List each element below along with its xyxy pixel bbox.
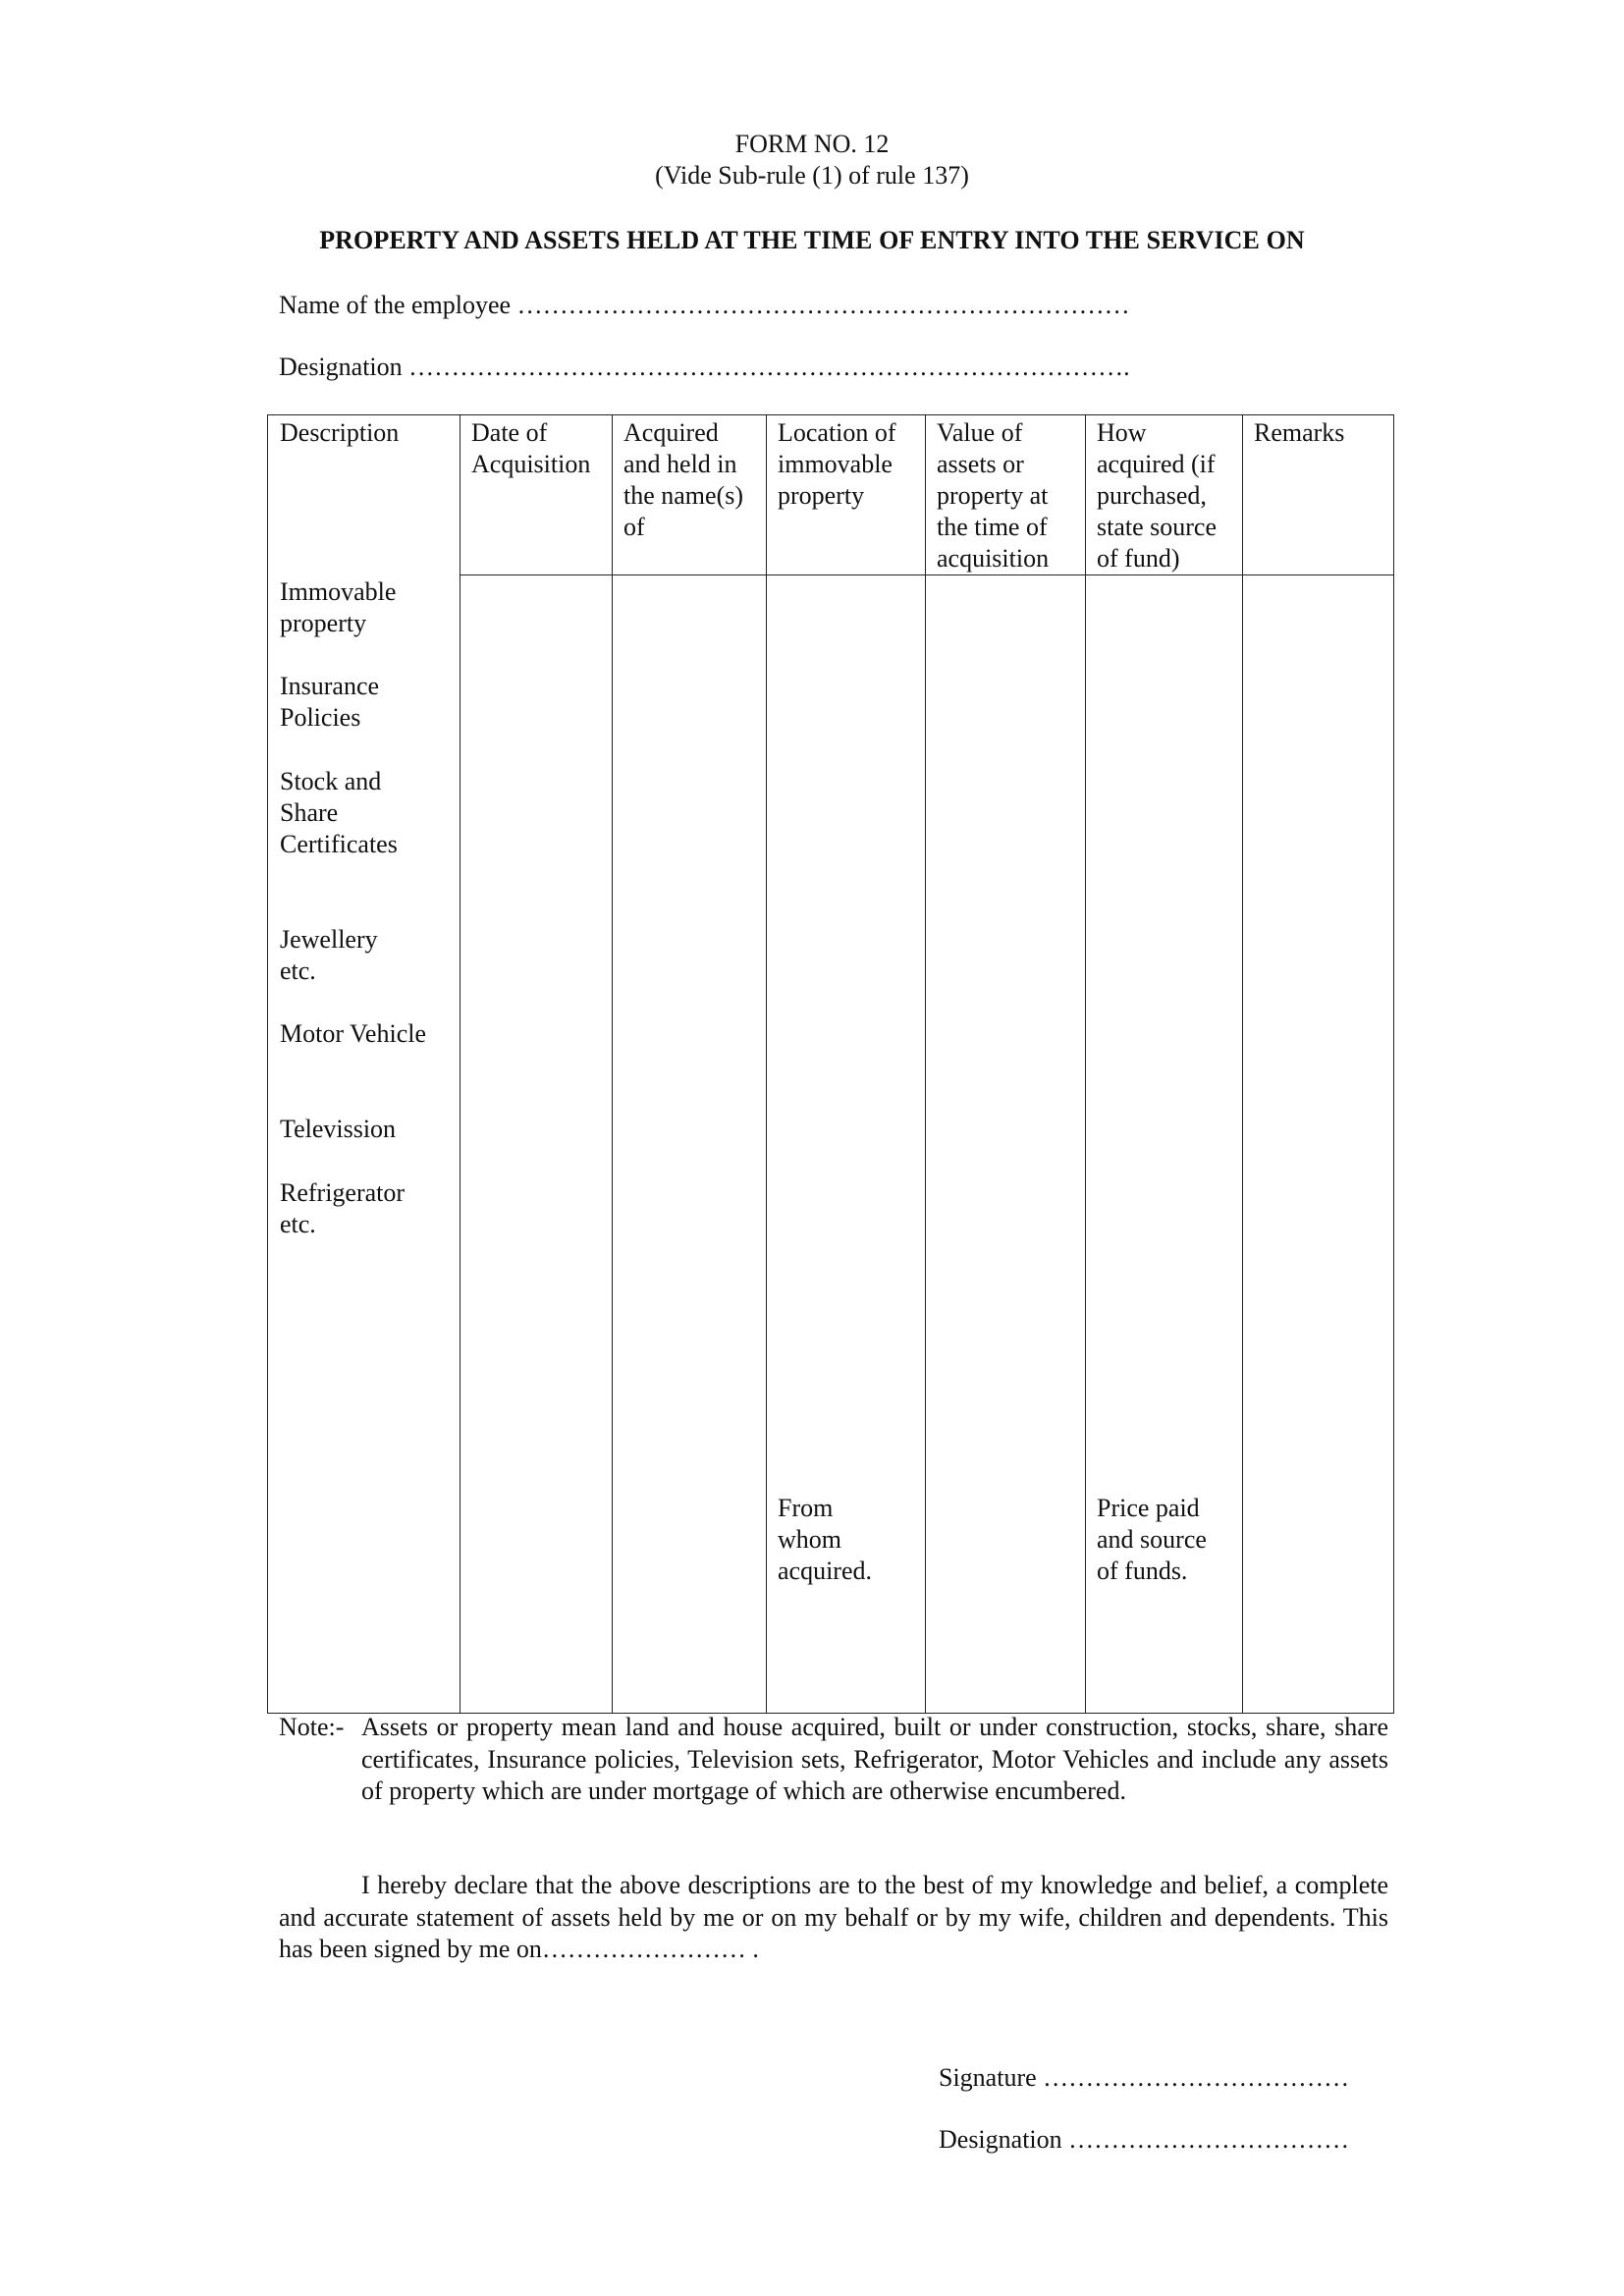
column-header-value: Value of assets or property at the time of acquisition bbox=[937, 418, 1050, 573]
rule-reference: (Vide Sub-rule (1) of rule 137) bbox=[655, 161, 969, 190]
column-header-remarks: Remarks bbox=[1254, 418, 1345, 447]
column-header-how-acquired: How acquired (if purchased, state source of fund) bbox=[1097, 418, 1218, 573]
employee-name-field: Name of the employee ……………………………………………………………… bbox=[279, 291, 1130, 319]
assets-table bbox=[267, 414, 1394, 1714]
column-divider bbox=[925, 415, 926, 1713]
form-title: PROPERTY AND ASSETS HELD AT THE TIME OF ENTRY INTO THE SERVICE ON bbox=[319, 226, 1305, 254]
row-label-refrigerator: Refrigerator etc. bbox=[280, 1178, 406, 1238]
column-header-date: Date of Acquisition bbox=[471, 418, 591, 478]
header-divider bbox=[460, 574, 1393, 575]
column-header-description: Description bbox=[280, 418, 400, 447]
signature-field: Signature ……………………………… bbox=[939, 2063, 1350, 2092]
note-text: Assets or property mean land and house acquired, built or under construction, stocks, share, share certificates, Insurance policies, Television sets, Refrigerator, Motor Vehicles and include any assets of property which are under mortgage of which are otherwise encumbered. bbox=[361, 1713, 1388, 1805]
designation-field: Designation …………………………………………………………………………. bbox=[279, 353, 1130, 381]
note-label: Note:- bbox=[279, 1713, 345, 1741]
row-label-jewellery: Jewellery etc. bbox=[280, 925, 378, 985]
column-header-location: Location of immovable property bbox=[778, 418, 896, 510]
row-label-motor-vehicle: Motor Vehicle bbox=[280, 1019, 426, 1048]
location-sub-note: From whom acquired. bbox=[778, 1494, 873, 1585]
column-divider bbox=[1242, 415, 1243, 1713]
column-divider bbox=[1085, 415, 1086, 1713]
row-label-insurance-policies: Insurance Policies bbox=[280, 672, 380, 732]
column-divider bbox=[766, 415, 767, 1713]
row-label-stock-share: Stock and Share Certificates bbox=[280, 767, 398, 858]
row-label-immovable-property: Immovable property bbox=[280, 577, 397, 637]
column-divider bbox=[612, 415, 613, 1713]
form-number: FORM NO. 12 bbox=[734, 130, 890, 158]
row-label-television: Televission bbox=[280, 1115, 397, 1143]
column-header-acquired-name: Acquired and held in the name(s) of bbox=[623, 418, 744, 541]
declaration-paragraph: I hereby declare that the above descriptions are to the best of my knowledge and belief, a complete and accurate statement of assets held by me or on my behalf or by my wife, children and dependents. This has been signed by me on…………………… . bbox=[279, 1871, 1388, 1963]
signature-designation-field: Designation …………………………… bbox=[939, 2125, 1350, 2154]
how-acquired-sub-note: Price paid and source of funds. bbox=[1097, 1494, 1207, 1585]
